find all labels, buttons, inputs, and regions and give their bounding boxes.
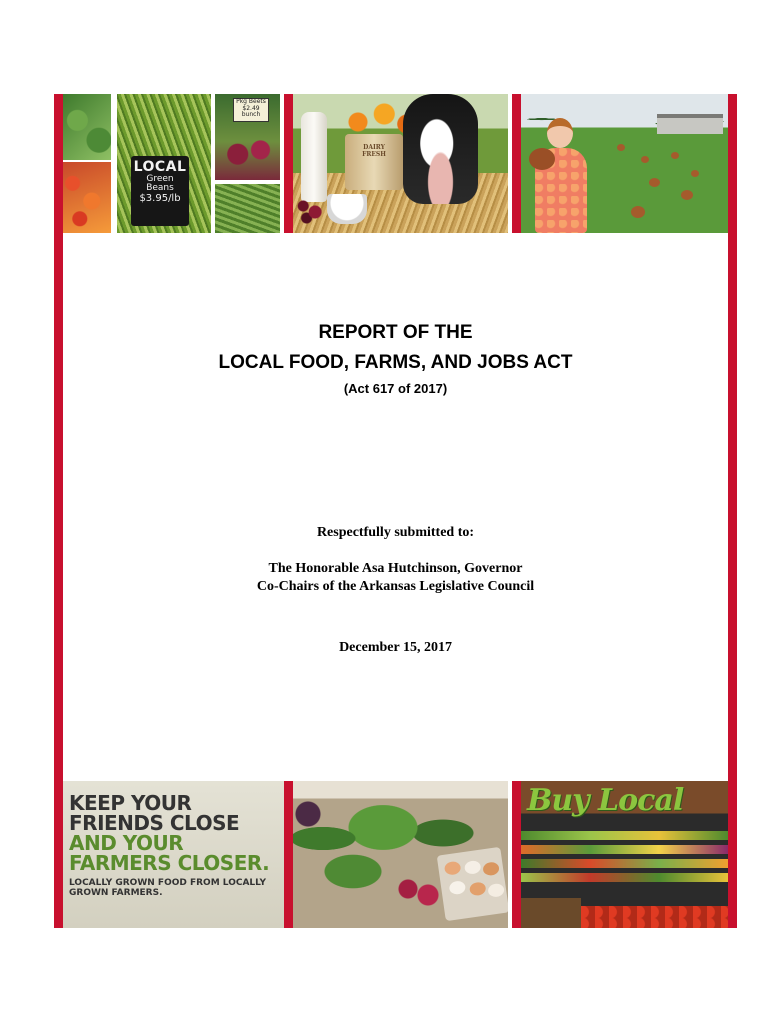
beets-photo: [215, 94, 280, 180]
held-hen: [529, 148, 555, 170]
dairy-pail: DAIRY FRESH: [345, 134, 403, 190]
left-red-border: [54, 94, 63, 928]
egg: [487, 883, 505, 898]
photo-divider: [284, 94, 293, 233]
produce-shelf: [521, 831, 728, 840]
tomato-bin: [581, 906, 728, 928]
milk-and-calf-photo: [293, 94, 508, 233]
milk-bottle: [301, 112, 327, 202]
egg: [449, 880, 467, 895]
keep-friends-close-poster: [63, 781, 284, 928]
watermelon-photo: [63, 94, 111, 160]
photo-divider: [512, 94, 521, 233]
barn: [657, 114, 723, 134]
milk-bowl: [327, 194, 367, 224]
report-title-line2: LOCAL FOOD, FARMS, AND JOBS ACT: [218, 352, 573, 373]
chicken: [649, 178, 660, 187]
top-photo-strip: [63, 94, 728, 233]
chicken: [691, 170, 699, 177]
poster-line1: KEEP YOUR: [69, 791, 192, 815]
calf: [403, 94, 478, 204]
right-red-border: [728, 94, 737, 928]
produce-shelf: [521, 873, 728, 882]
chicken: [641, 156, 649, 163]
report-date: December 15, 2017: [339, 640, 452, 655]
buy-local-store-photo: [521, 781, 728, 928]
poster-line5: LOCALLY GROWN FOOD FROM LOCALLY: [69, 878, 267, 888]
poster-line2: FRIENDS CLOSE: [69, 811, 240, 835]
chicken: [631, 206, 645, 218]
green-beans-basket-photo: [215, 184, 280, 233]
buy-local-sign: Buy Local: [527, 783, 684, 818]
egg-carton: [437, 847, 508, 921]
egg: [444, 861, 462, 876]
submitted-label: Respectfully submitted to:: [316, 525, 475, 540]
girl-with-chickens-photo: [521, 94, 728, 233]
greens-beets-eggs-photo: [293, 781, 508, 928]
local-green-beans-sign: LOCAL Green Beans $3.95/lb: [131, 156, 189, 226]
beets: [393, 873, 443, 913]
chicken: [681, 190, 693, 200]
crates: [521, 898, 581, 928]
tomatoes-photo: [63, 162, 111, 233]
bottom-photo-strip: [63, 781, 728, 928]
recipient-governor: The Honorable Asa Hutchinson, Governor: [268, 561, 523, 576]
berries: [293, 194, 327, 224]
produce-collage-photo: [63, 94, 280, 233]
girl-head: [547, 118, 573, 148]
chicken: [617, 144, 625, 151]
egg: [482, 861, 500, 876]
poster-line4: FARMERS CLOSER.: [69, 851, 270, 875]
report-title-line1: REPORT OF THE: [318, 322, 473, 343]
plums: [293, 799, 323, 829]
act-number: (Act 617 of 2017): [343, 381, 448, 396]
photo-divider: [512, 781, 521, 928]
egg: [469, 881, 487, 896]
recipient-council: Co-Chairs of the Arkansas Legislative Council: [256, 579, 535, 594]
chicken: [671, 152, 679, 159]
girl: [529, 118, 591, 233]
produce-shelf: [521, 859, 728, 868]
photo-divider: [284, 781, 293, 928]
produce-shelf: [521, 845, 728, 854]
beets-price-tag: Pkg Beets $2.49 bunch: [233, 98, 269, 122]
egg: [464, 860, 482, 875]
green-beans-photo: [117, 94, 211, 233]
poster-line3: AND YOUR: [69, 831, 184, 855]
poster-line6: GROWN FARMERS.: [69, 888, 163, 898]
